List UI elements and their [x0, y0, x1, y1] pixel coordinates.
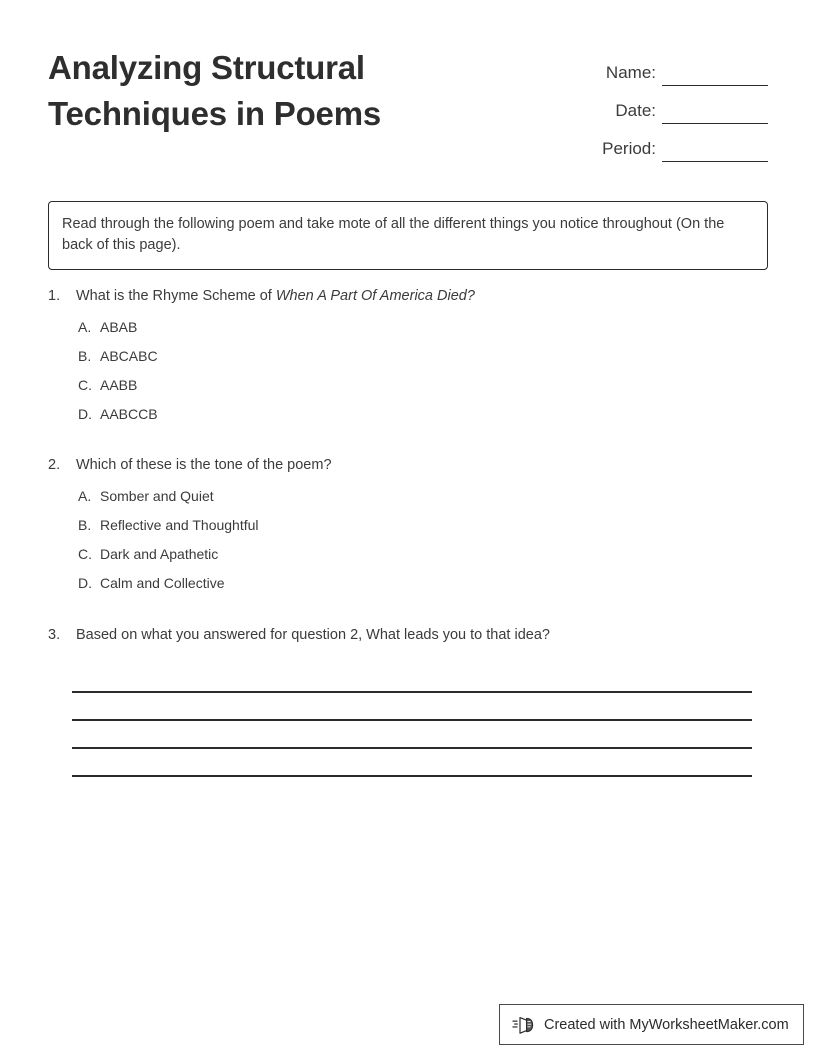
option-text: Somber and Quiet — [100, 488, 214, 504]
answer-line[interactable] — [72, 665, 752, 693]
question-1-number: 1. — [48, 288, 61, 304]
option-text: ABCABC — [100, 348, 158, 364]
question-spacer — [0, 604, 816, 625]
question-3 — [0, 625, 816, 777]
question-1-prompt — [0, 286, 816, 306]
name-field-row — [538, 48, 768, 86]
period-field-row — [538, 124, 768, 162]
option-letter: C. — [78, 546, 92, 562]
option-text: ABAB — [100, 319, 138, 335]
date-field-input[interactable] — [662, 104, 768, 124]
question-1-option-c[interactable] — [0, 377, 816, 406]
instructions-box — [48, 201, 768, 270]
worksheet-header — [0, 0, 816, 180]
question-2-option-a[interactable] — [0, 488, 816, 517]
question-1-option-b[interactable] — [0, 348, 816, 377]
question-2-option-c[interactable] — [0, 546, 816, 575]
period-field-input[interactable] — [662, 142, 768, 162]
option-letter: A. — [78, 488, 92, 504]
question-1-option-d[interactable] — [0, 406, 816, 435]
question-1-text-before: What is the Rhyme Scheme of — [76, 288, 276, 304]
date-field-label: Date: — [615, 101, 656, 120]
instructions-text: Read through the following poem and take mote of all the different things you notice throughout (On the back of this page). — [62, 216, 725, 253]
name-field-input[interactable] — [662, 66, 768, 86]
question-2-option-b[interactable] — [0, 517, 816, 546]
question-1-options — [0, 319, 816, 435]
question-3-number: 3. — [48, 627, 61, 643]
name-field-label: Name: — [605, 63, 656, 82]
option-letter: B. — [78, 517, 92, 533]
question-2-text: Which of these is the tone of the poem? — [76, 457, 332, 473]
questions-list — [0, 286, 816, 777]
question-3-text: Based on what you answered for question 2, What leads you to that idea? — [76, 627, 550, 643]
period-field-label: Period: — [602, 139, 656, 158]
footer-attribution-text: Created with MyWorksheetMaker.com — [544, 1016, 789, 1033]
option-letter: D. — [78, 406, 92, 422]
answer-line[interactable] — [72, 693, 752, 721]
question-3-answer-lines — [72, 665, 752, 777]
answer-line[interactable] — [72, 721, 752, 749]
option-text: AABCCB — [100, 406, 158, 422]
question-2-prompt — [0, 455, 816, 475]
question-1-poem-title: When A Part Of America Died? — [275, 288, 475, 304]
option-letter: B. — [78, 348, 92, 364]
question-1-option-a[interactable] — [0, 319, 816, 348]
question-2-options — [0, 488, 816, 604]
question-2-option-d[interactable] — [0, 575, 816, 604]
option-letter: D. — [78, 575, 92, 591]
question-1 — [0, 286, 816, 435]
option-text: AABB — [100, 377, 138, 393]
option-text: Reflective and Thoughtful — [100, 517, 259, 533]
option-letter: C. — [78, 377, 92, 393]
question-2-number: 2. — [48, 457, 61, 473]
option-letter: A. — [78, 319, 92, 335]
question-2 — [0, 455, 816, 604]
question-spacer — [0, 435, 816, 455]
option-text: Calm and Collective — [100, 575, 225, 591]
option-text: Dark and Apathetic — [100, 546, 219, 562]
question-3-prompt — [0, 625, 816, 645]
flying-page-icon — [512, 1013, 536, 1037]
question-1-text — [76, 286, 475, 306]
answer-line[interactable] — [72, 749, 752, 777]
footer-attribution-badge[interactable] — [499, 1004, 804, 1045]
student-info-fields — [538, 48, 768, 162]
page-title: Analyzing Structural Techniques in Poems — [48, 49, 381, 132]
date-field-row — [538, 86, 768, 124]
